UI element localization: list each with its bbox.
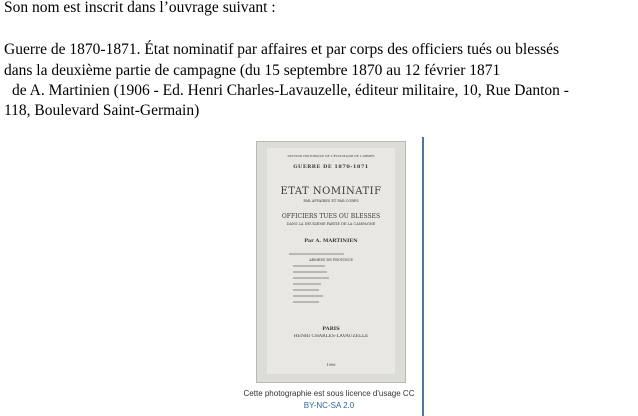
cover-title: ÉTAT NOMINATIF: [280, 186, 382, 197]
reference-line: Guerre de 1870-1871. État nominatif par affaires et par corps des officiers tués ou blessés: [4, 41, 560, 58]
book-cover-figure: [236, 137, 424, 416]
book-cover-photo[interactable]: [256, 141, 406, 383]
cover-author: Par A. MARTINIEN: [304, 238, 358, 244]
cover-guerre: GUERRE DE 1870-1871: [293, 164, 369, 170]
cover-armies: ARMÉES DE PROVINCE: [309, 258, 353, 262]
reference-line: 118, Boulevard Saint-Germain): [4, 102, 200, 119]
cover-sub1: PAR AFFAIRES ET PAR CORPS: [303, 199, 359, 203]
reference-line: dans la deuxième partie de campagne (du 15 septembre 1870 au 12 février 1871: [4, 62, 501, 79]
cover-header: SECTION HISTORIQUE DE L'ÉTAT-MAJOR DE L'ARMÉE: [287, 154, 375, 158]
figure-border: [422, 137, 424, 416]
intro-text: Son nom est inscrit dans l’ouvrage suivant :: [4, 0, 276, 16]
cover-publisher: HENRI CHARLES-LAVAUZELLE: [293, 334, 369, 339]
reference-line: de A. Martinien (1906 - Ed. Henri Charles-Lavauzelle, éditeur militaire, 10, Rue Danton -: [12, 82, 569, 99]
cover-city: PARIS: [322, 326, 340, 332]
cover-year: 1906: [326, 363, 336, 367]
cover-sub2: OFFICIERS TUÉS OU BLESSÉS: [281, 213, 381, 220]
cover-list-lines: [289, 252, 375, 308]
license-link[interactable]: BY-NC-SA 2.0: [303, 401, 355, 410]
cover-sub3: DANS LA DEUXIÈME PARTIE DE LA CAMPAGNE: [286, 222, 376, 226]
license-caption: Cette photographie est sous licence d'usage CC: [243, 389, 415, 398]
cover-page: [267, 148, 395, 374]
